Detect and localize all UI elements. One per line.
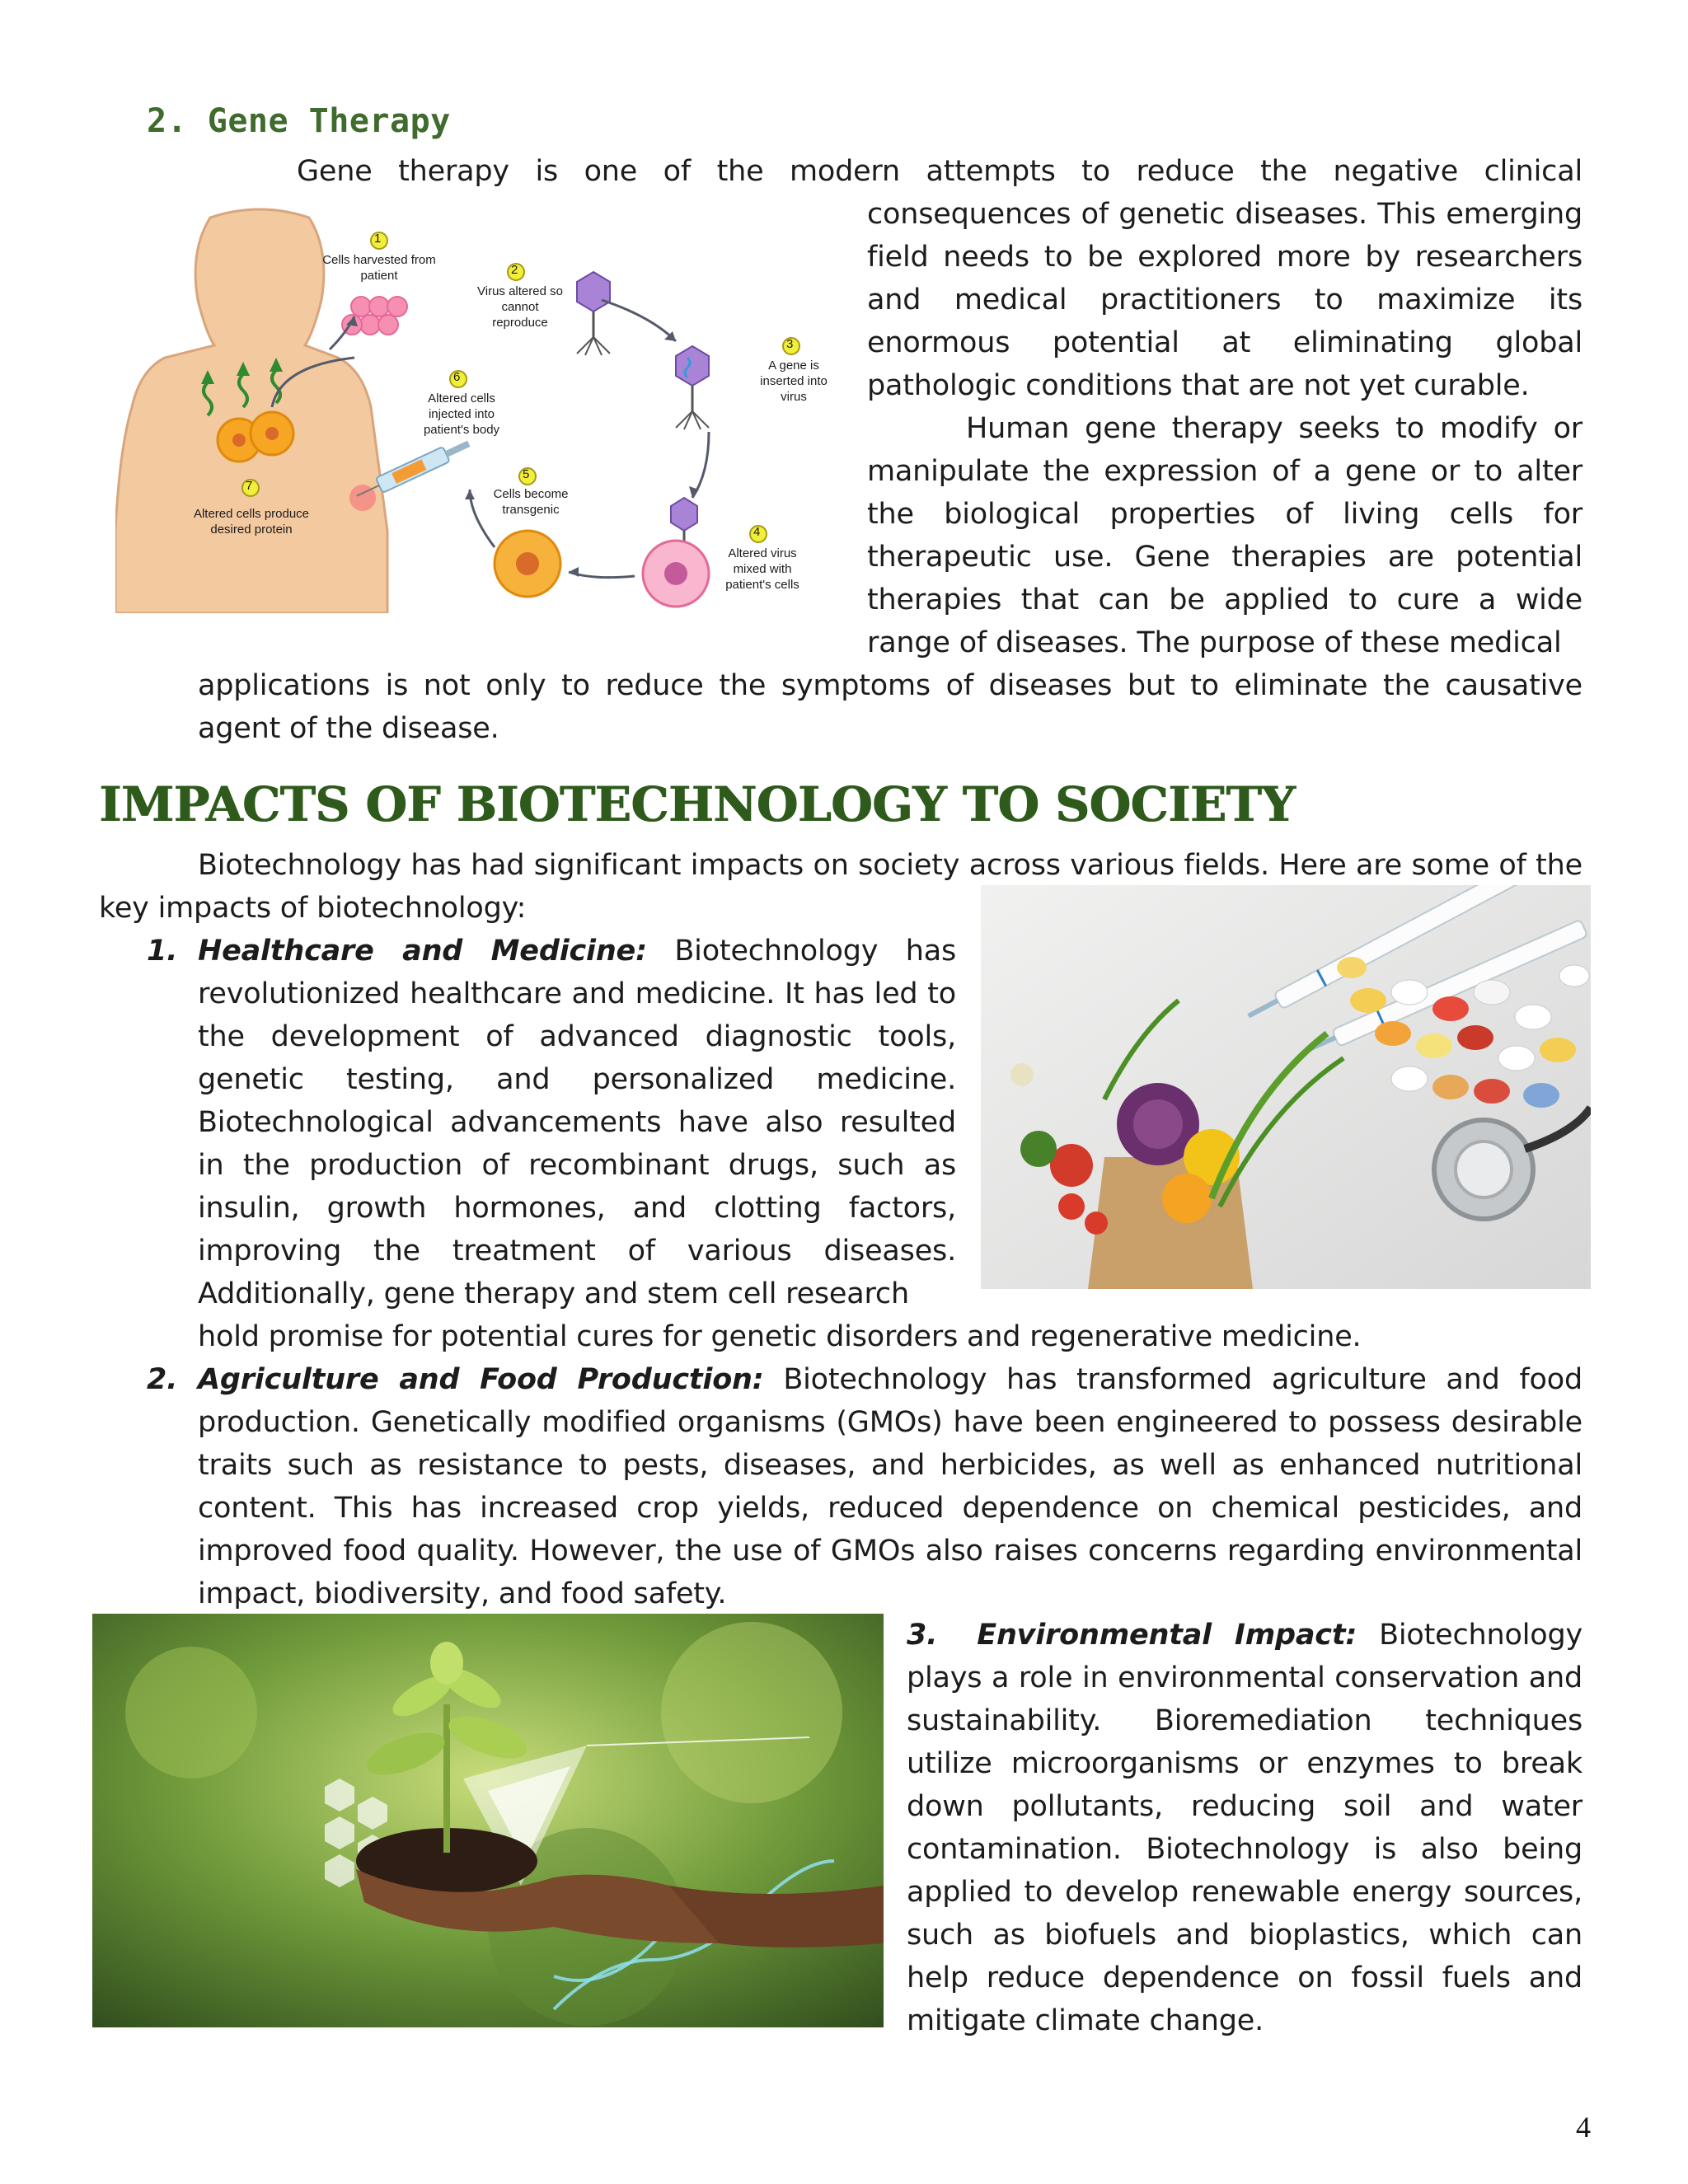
- item1-text: Biotechnology has revolutionized healthcare and medicine. It has led to the development of advanced diagnostic tools, genetic testing, and personalized medicine. Biotechnological advancements have also resulted in the production of recombinant drugs, such as insulin, growth hormones, and clotting factors, improving the treatment of various diseases. Additionally, gene therapy and stem cell research: [198, 935, 956, 1310]
- gene-therapy-para2-text: Human gene therapy seeks to modify or manipulate the expression of a gene or to alter the biological properties of living cells for therapeutic use. Gene therapies are potential therapies that can be applied to cure a wide range of diseases. The purpose of these medical: [867, 412, 1582, 659]
- gene-therapy-para1-line1: Gene therapy is one of the modern attempts to reduce the negative clinical: [297, 155, 1582, 188]
- item2-title: Agriculture and Food Production:: [198, 1363, 764, 1396]
- step-label-6: Altered cells injected into patient's body: [423, 391, 500, 437]
- gene-therapy-para1: consequences of genetic diseases. This emerging field needs to be explored more by researchers and medical practitioners to maximize its enormous potential at eliminating global pathologic conditions that are not yet curable.: [867, 198, 1582, 402]
- step-number-6: 6: [453, 370, 461, 384]
- item1-para-cont: hold promise for potential cures for genetic disorders and regenerative medicine.: [198, 1320, 1362, 1353]
- step-number-2: 2: [511, 263, 518, 277]
- item3-text: Biotechnology plays a role in environmental conservation and sustainability. Bioremediation techniques utilize microorganisms or enzymes to break down pollutants, reducing soil and water contamination. Biotechnology is also being applied to develop renewable energy sources, such as biofuels and bioplastics, which can help reduce dependence on fossil fuels and mitigate climate change.: [907, 1619, 1582, 2037]
- section-heading-gene-therapy: 2. Gene Therapy: [147, 102, 451, 140]
- impacts-title: IMPACTS OF BIOTECHNOLOGY TO SOCIETY: [99, 776, 1295, 832]
- step-label-4: Altered virus mixed with patient's cells: [725, 546, 799, 592]
- item2-number: 2.: [147, 1363, 178, 1396]
- gene-therapy-para2: [867, 407, 1582, 664]
- step-number-5: 5: [523, 467, 530, 481]
- step-number-7: 7: [246, 479, 253, 493]
- item2-para: [198, 1358, 1582, 1615]
- step-label-2: Virus altered so cannot reproduce: [477, 284, 563, 330]
- step-number-3: 3: [786, 337, 794, 351]
- item3-para: [907, 1614, 1582, 2042]
- item1-para: [198, 930, 956, 1315]
- step-label-3: A gene is inserted into virus: [760, 359, 828, 404]
- impacts-intro-text: Biotechnology has had significant impacts on society across various fields. Here are some of the key impacts of biotechnology:: [99, 849, 1582, 925]
- step-label-1: Cells harvested from patient: [322, 253, 436, 283]
- item1-title: Healthcare and Medicine:: [198, 935, 647, 968]
- item3-number: 3.: [907, 1619, 938, 1652]
- step-number-1: 1: [374, 232, 382, 246]
- healthcare-food-image: [981, 885, 1591, 1289]
- step-label-5: Cells become transgenic: [493, 487, 569, 517]
- item1-number: 1.: [147, 935, 178, 968]
- gene-therapy-para2-cont: applications is not only to reduce the symptoms of diseases but to eliminate the causative agent of the disease.: [198, 669, 1582, 745]
- gene-therapy-diagram: [115, 201, 841, 613]
- page-number: 4: [1576, 2111, 1591, 2144]
- environment-plant-image: [92, 1614, 884, 2027]
- step-number-4: 4: [753, 525, 761, 539]
- item3-title: Environmental Impact:: [977, 1619, 1357, 1652]
- step-label-7: Altered cells produce desired protein: [193, 507, 310, 537]
- item2-text: Biotechnology has transformed agriculture and food production. Genetically modified organisms (GMOs) have been engineered to possess desirable traits such as resistance to pests, diseases, and herbicides, as well as enhanced nutritional content. This has increased crop yields, reduced dependence on chemical pesticides, and improved food quality. However, the use of GMOs also raises concerns regarding environmental impact, biodiversity, and food safety.: [198, 1363, 1582, 1610]
